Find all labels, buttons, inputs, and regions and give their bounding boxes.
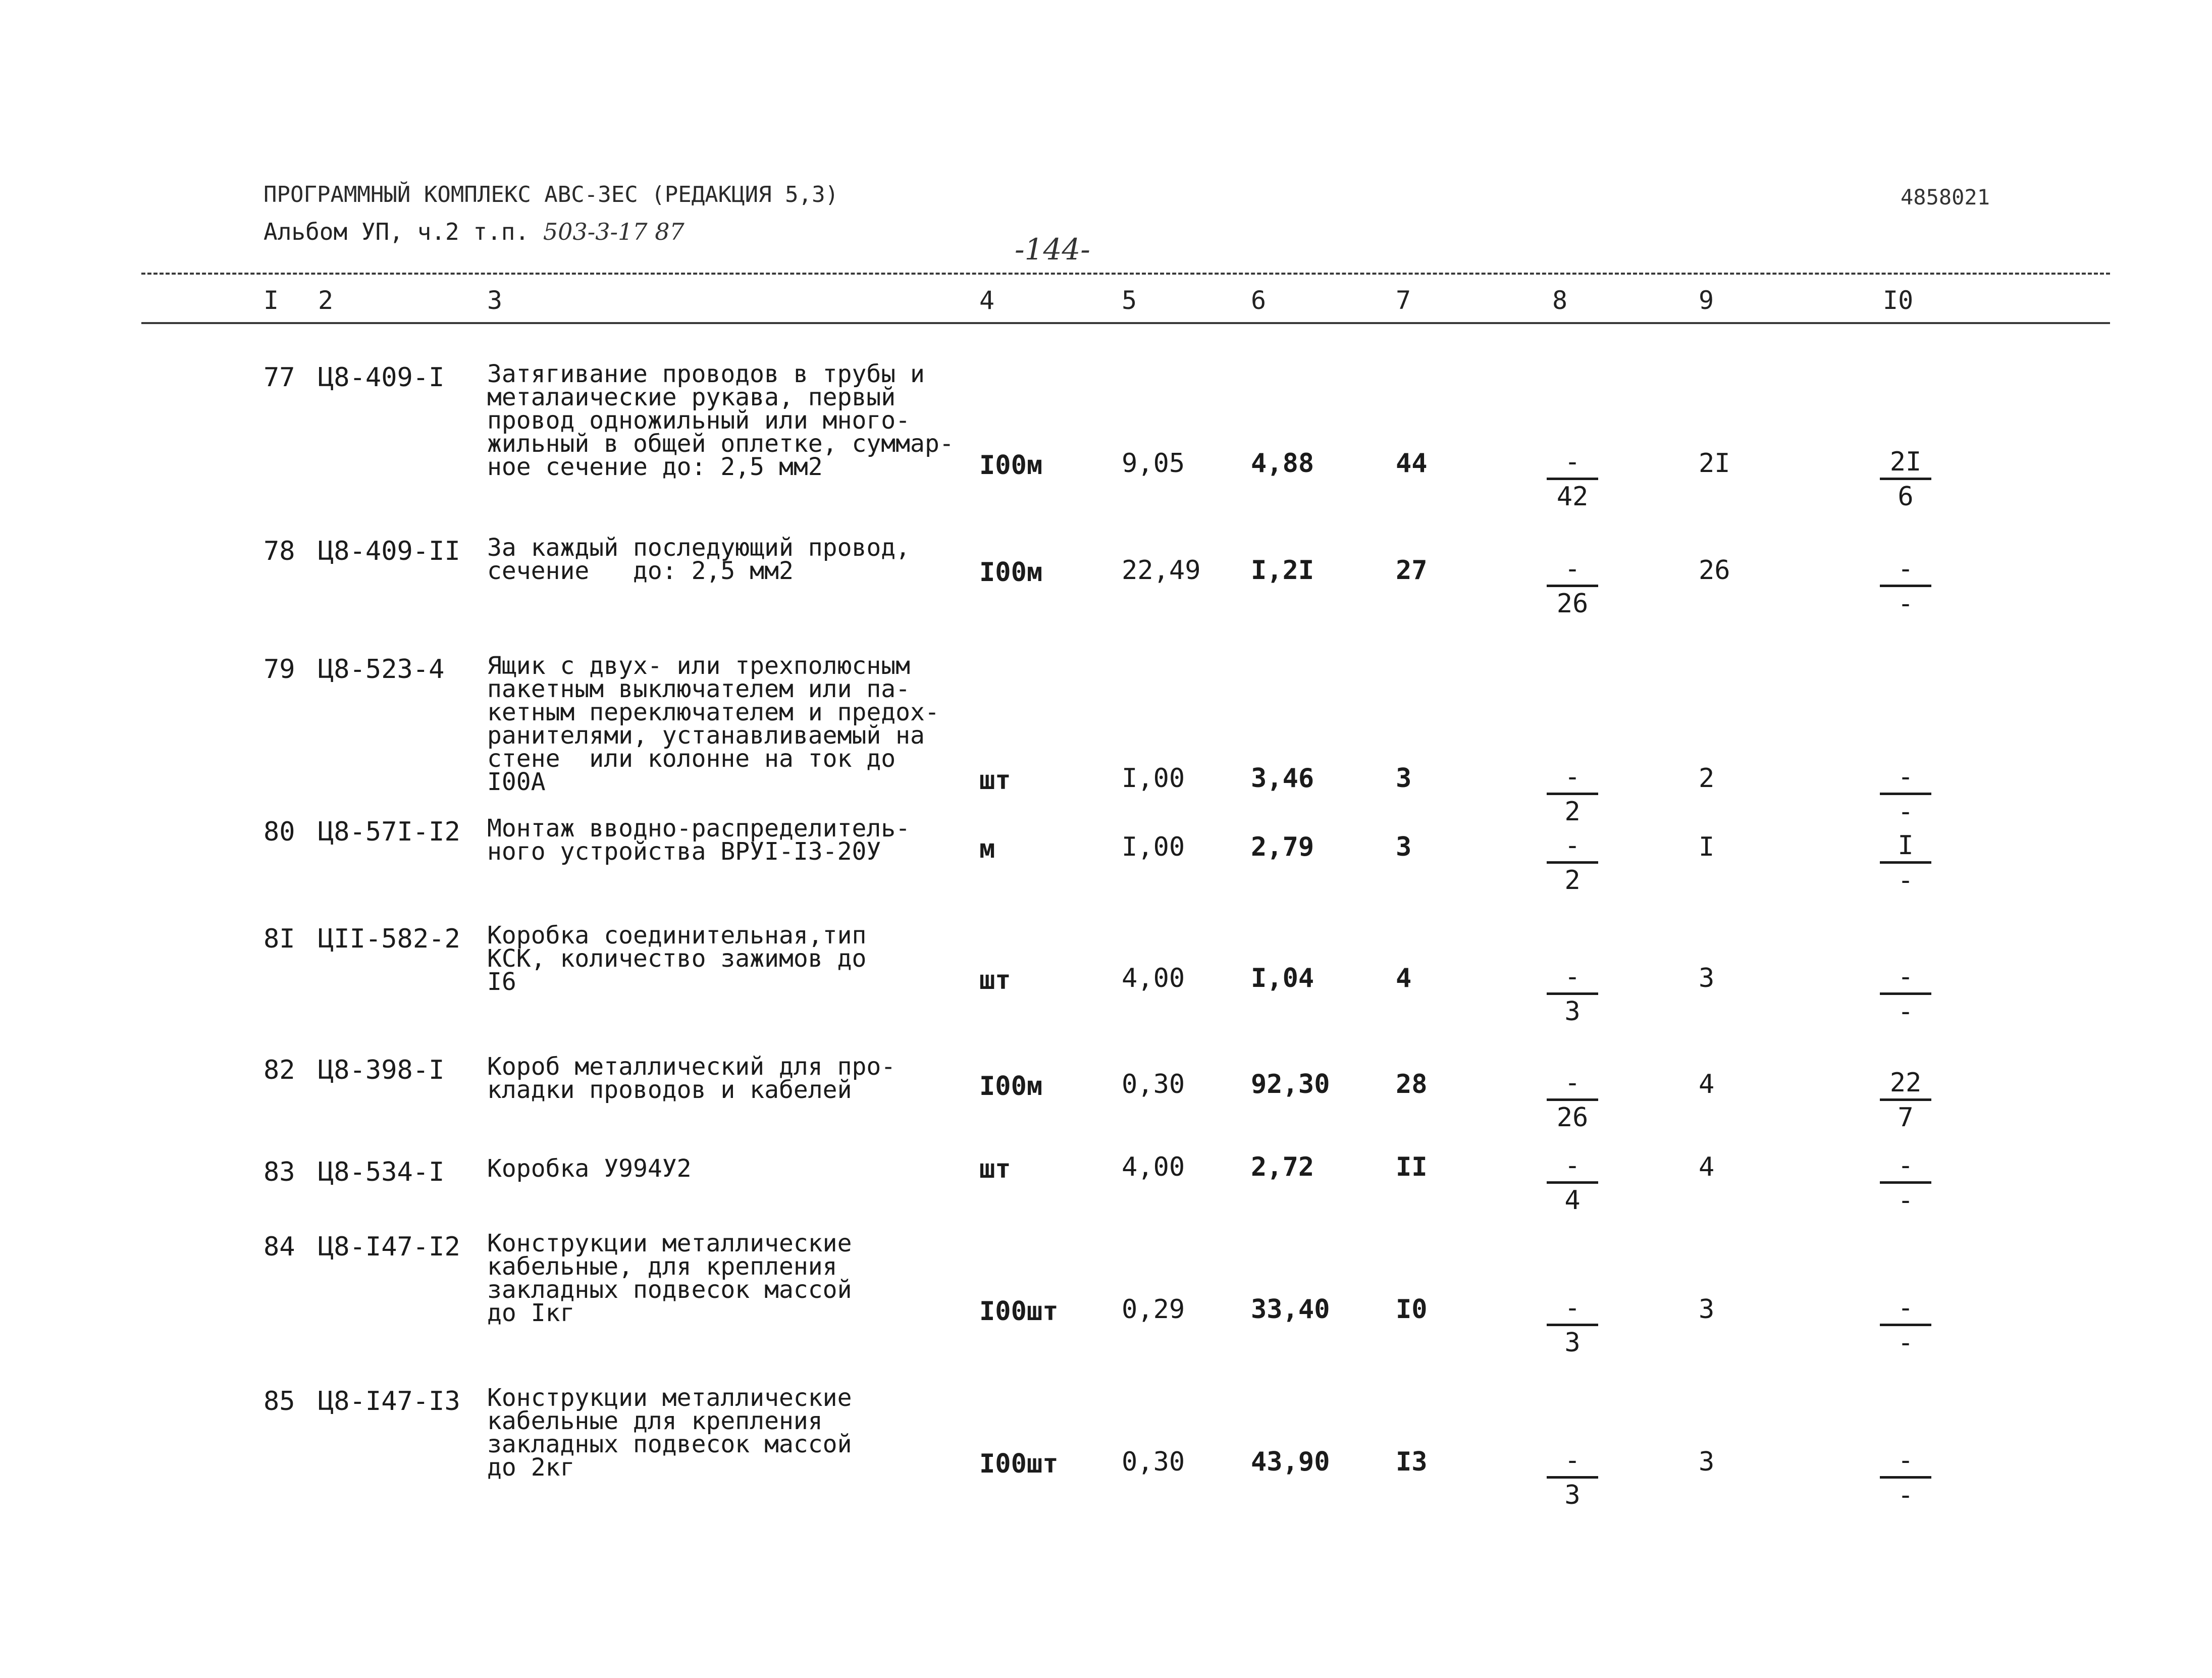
quantity: 9,05: [1122, 448, 1185, 479]
unit: I00шт: [979, 1296, 1059, 1327]
col8-fraction: [1545, 447, 1600, 511]
col9-value: 4: [1699, 1152, 1715, 1182]
quantity: I,00: [1122, 832, 1185, 862]
col8-fraction: [1545, 962, 1600, 1026]
col8-fraction-bar: [1547, 585, 1598, 587]
col10-fraction-denominator: -: [1898, 1480, 1914, 1510]
col10-fraction: [1878, 447, 1933, 511]
column-header-8: 8: [1552, 286, 1568, 315]
work-code: Ц8-523-4: [318, 654, 445, 685]
quantity: I,00: [1122, 763, 1185, 794]
col10-fraction: [1878, 962, 1933, 1026]
column-header-6: 6: [1251, 286, 1267, 315]
column-header-2: 2: [318, 286, 334, 315]
col8-fraction-bar: [1547, 1324, 1598, 1326]
col10-fraction-denominator: -: [1898, 865, 1914, 896]
col7-value: 3: [1396, 763, 1412, 794]
col10-fraction-bar: [1880, 1324, 1931, 1326]
col8-fraction-numerator: -: [1564, 830, 1581, 861]
column-header-9: 9: [1699, 286, 1714, 315]
col7-value: 28: [1396, 1069, 1428, 1099]
col8-fraction-denominator: 2: [1564, 797, 1581, 827]
quantity: 22,49: [1122, 555, 1201, 586]
col8-fraction-numerator: -: [1564, 1445, 1581, 1476]
description: Конструкции металлические кабельные для крепления закладных подвесок массой до 2кг: [487, 1384, 852, 1482]
col9-value: 2I: [1699, 448, 1730, 479]
unit: I00м: [979, 557, 1043, 588]
unit-price: 2,79: [1251, 832, 1314, 862]
col8-fraction-denominator: 42: [1556, 482, 1589, 512]
description: Конструкции металлические кабельные, для крепления закладных подвесок массой до Iкг: [487, 1229, 852, 1327]
col7-value: I3: [1396, 1447, 1428, 1477]
col10-fraction-numerator: -: [1898, 1150, 1914, 1181]
col10-fraction-numerator: 22: [1889, 1068, 1922, 1098]
col10-fraction-denominator: 7: [1898, 1103, 1914, 1133]
col8-fraction-denominator: 26: [1556, 1103, 1589, 1133]
col10-fraction-numerator: -: [1898, 1293, 1914, 1323]
col10-fraction-numerator: -: [1898, 962, 1914, 992]
row-number: 85: [264, 1386, 295, 1417]
col10-fraction-bar: [1880, 585, 1931, 587]
quantity: 0,30: [1122, 1447, 1185, 1477]
row-number: 79: [264, 654, 295, 685]
col8-fraction-denominator: 2: [1564, 865, 1581, 896]
album-reference: [264, 218, 684, 245]
col7-value: I0: [1396, 1294, 1428, 1325]
page-number: -144-: [1015, 232, 1090, 267]
col8-fraction-numerator: -: [1564, 554, 1581, 584]
col9-value: 26: [1699, 555, 1730, 586]
unit: м: [979, 834, 995, 864]
col8-fraction-bar: [1547, 992, 1598, 995]
col9-value: 3: [1699, 1294, 1715, 1325]
col8-fraction: [1545, 762, 1600, 826]
unit-price: 33,40: [1251, 1294, 1330, 1325]
col10-fraction-denominator: 6: [1898, 482, 1914, 512]
col8-fraction-numerator: -: [1564, 1150, 1581, 1181]
col10-fraction-denominator: -: [1898, 1328, 1914, 1358]
col10-fraction-numerator: 2I: [1889, 447, 1922, 477]
column-header-7: 7: [1396, 286, 1411, 315]
col10-fraction: [1878, 831, 1933, 895]
col8-fraction-denominator: 3: [1564, 1328, 1581, 1358]
col7-value: 3: [1396, 832, 1412, 862]
col7-value: 27: [1396, 555, 1428, 586]
col8-fraction: [1545, 1068, 1600, 1132]
col10-fraction: [1878, 1293, 1933, 1357]
col8-fraction-bar: [1547, 478, 1598, 480]
project-code-handwritten: 503-3-17 87: [543, 218, 684, 245]
col10-fraction-denominator: -: [1898, 997, 1914, 1027]
description: Монтаж вводно-распределитель- ного устройства ВРУI-I3-20У: [487, 814, 911, 866]
unit: I00м: [979, 450, 1043, 481]
row-number: 80: [264, 817, 295, 847]
album-label: Альбом УП, ч.2 т.п.: [264, 218, 530, 245]
unit-price: 3,46: [1251, 763, 1314, 794]
col8-fraction-denominator: 3: [1564, 997, 1581, 1027]
row-number: 84: [264, 1232, 295, 1262]
row-number: 78: [264, 536, 295, 566]
row-number: 83: [264, 1157, 295, 1187]
col8-fraction-bar: [1547, 793, 1598, 795]
description: Ящик с двух- или трехполюсным пакетным выключателем или па- кетным переключателем и предох- ранителями, устанавливаемый на стене или колонне на ток до I00A: [487, 652, 939, 796]
document-number: 4858021: [1901, 185, 1990, 209]
unit-price: I,2I: [1251, 555, 1314, 586]
table-top-rule: [141, 273, 2110, 275]
work-code: ЦII-582-2: [318, 924, 460, 954]
col10-fraction-numerator: I: [1898, 830, 1914, 861]
table-header-rule: [141, 322, 2110, 324]
col8-fraction: [1545, 1293, 1600, 1357]
col8-fraction-numerator: -: [1564, 1293, 1581, 1323]
col10-fraction: [1878, 1068, 1933, 1132]
description: Затягивание проводов в трубы и металаические рукава, первый провод одножильный или много- жильный в общей оплетке, суммар- ное сечение до: 2,5 мм2: [487, 360, 954, 481]
quantity: 0,30: [1122, 1069, 1185, 1099]
row-number: 82: [264, 1055, 295, 1085]
col10-fraction: [1878, 762, 1933, 826]
col8-fraction-numerator: -: [1564, 447, 1581, 477]
col10-fraction-denominator: -: [1898, 1185, 1914, 1216]
col10-fraction-bar: [1880, 1181, 1931, 1184]
col10-fraction-denominator: -: [1898, 797, 1914, 827]
program-title: ПРОГРАММНЫЙ КОМПЛЕКС АВС-3ЕС (РЕДАКЦИЯ 5,3): [264, 182, 839, 207]
work-code: Ц8-398-I: [318, 1055, 445, 1085]
col9-value: 2: [1699, 763, 1715, 794]
unit: I00м: [979, 1071, 1043, 1102]
column-header-1: I: [264, 286, 279, 315]
description: Коробка соединительная,тип КСК, количество зажимов до I6: [487, 921, 867, 996]
row-number: 77: [264, 362, 295, 393]
col7-value: 44: [1396, 448, 1428, 479]
unit: шт: [979, 965, 1011, 995]
quantity: 4,00: [1122, 963, 1185, 993]
col10-fraction-bar: [1880, 992, 1931, 995]
work-code: Ц8-534-I: [318, 1157, 445, 1187]
quantity: 4,00: [1122, 1152, 1185, 1182]
column-header-10: I0: [1883, 286, 1914, 315]
unit-price: 4,88: [1251, 448, 1314, 479]
col8-fraction: [1545, 1151, 1600, 1215]
col8-fraction-bar: [1547, 1098, 1598, 1101]
col9-value: 3: [1699, 1447, 1715, 1477]
col10-fraction: [1878, 1446, 1933, 1510]
col9-value: I: [1699, 832, 1715, 862]
col8-fraction: [1545, 1446, 1600, 1510]
unit: шт: [979, 765, 1011, 796]
work-code: Ц8-409-II: [318, 536, 460, 566]
col10-fraction-denominator: -: [1898, 589, 1914, 619]
col8-fraction-denominator: 3: [1564, 1480, 1581, 1510]
col7-value: II: [1396, 1152, 1428, 1182]
column-header-4: 4: [979, 286, 995, 315]
col10-fraction-bar: [1880, 793, 1931, 795]
col10-fraction: [1878, 554, 1933, 618]
col8-fraction-bar: [1547, 1476, 1598, 1479]
work-code: Ц8-I47-I3: [318, 1386, 460, 1417]
unit-price: 2,72: [1251, 1152, 1314, 1182]
col8-fraction-numerator: -: [1564, 762, 1581, 792]
col10-fraction-numerator: -: [1898, 554, 1914, 584]
unit-price: I,04: [1251, 963, 1314, 993]
description: Коробка У994У2: [487, 1155, 692, 1183]
col8-fraction-bar: [1547, 861, 1598, 864]
col10-fraction-bar: [1880, 1476, 1931, 1479]
work-code: Ц8-409-I: [318, 362, 445, 393]
work-code: Ц8-I47-I2: [318, 1232, 460, 1262]
unit: I00шт: [979, 1449, 1059, 1479]
description: За каждый последующий провод, сечение до: 2,5 мм2: [487, 534, 911, 585]
description: Короб металлический для про- кладки проводов и кабелей: [487, 1053, 896, 1104]
work-code: Ц8-57I-I2: [318, 817, 460, 847]
col8-fraction: [1545, 554, 1600, 618]
col8-fraction-numerator: -: [1564, 962, 1581, 992]
unit: шт: [979, 1154, 1011, 1184]
quantity: 0,29: [1122, 1294, 1185, 1325]
col10-fraction-bar: [1880, 478, 1931, 480]
col10-fraction: [1878, 1151, 1933, 1215]
row-number: 8I: [264, 924, 295, 954]
column-header-3: 3: [487, 286, 503, 315]
column-header-5: 5: [1122, 286, 1137, 315]
unit-price: 43,90: [1251, 1447, 1330, 1477]
col10-fraction-bar: [1880, 1098, 1931, 1101]
col10-fraction-numerator: -: [1898, 1445, 1914, 1476]
col7-value: 4: [1396, 963, 1412, 993]
col10-fraction-bar: [1880, 861, 1931, 864]
col8-fraction-bar: [1547, 1181, 1598, 1184]
unit-price: 92,30: [1251, 1069, 1330, 1099]
col8-fraction: [1545, 831, 1600, 895]
col9-value: 4: [1699, 1069, 1715, 1099]
col8-fraction-denominator: 26: [1556, 589, 1589, 619]
col8-fraction-denominator: 4: [1564, 1185, 1581, 1216]
col10-fraction-numerator: -: [1898, 762, 1914, 792]
col9-value: 3: [1699, 963, 1715, 993]
col8-fraction-numerator: -: [1564, 1068, 1581, 1098]
